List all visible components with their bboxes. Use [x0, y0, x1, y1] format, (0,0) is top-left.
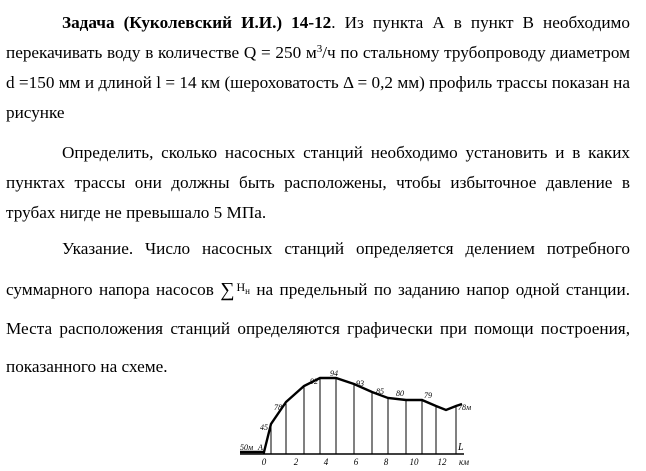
route-profile-figure	[236, 364, 486, 471]
elevation-label: 93	[356, 379, 364, 388]
distance-label: 8	[383, 457, 389, 467]
hint-text-part2: на предельный по заданию напор одной станции. Места расположения станций определяются графически при помощи построения, показанного на схеме.	[6, 280, 631, 376]
distance-axis-labels	[262, 457, 469, 467]
sum-h-label	[236, 280, 250, 294]
route-end-label: L	[458, 442, 464, 453]
problem-statement	[6, 8, 630, 128]
elevation-label: 50м	[240, 443, 254, 452]
distance-label: 0	[261, 457, 267, 467]
elevation-label: 79	[424, 391, 432, 400]
problem-text-part2: /ч по стальному трубопроводу диаметром d =150 мм и длиной l = 14 км (шероховатость Δ = 0,2 мм) профиль трассы показан на рисунке	[6, 43, 630, 122]
elevation-label: 92	[310, 377, 318, 386]
sum-h: H	[236, 280, 246, 294]
cubic-superscript: 3	[316, 43, 323, 55]
elevation-profile-line	[240, 378, 462, 452]
distance-label: 2	[293, 457, 299, 467]
distance-unit-label: км	[459, 457, 469, 467]
sum-h-subscript: н	[245, 286, 250, 296]
distance-label: 10	[409, 457, 419, 467]
distance-label: 12	[437, 457, 447, 467]
elevation-label: 45	[260, 423, 268, 432]
distance-label: 6	[353, 457, 359, 467]
elevation-label: 78м	[458, 403, 472, 412]
elevation-label: 85	[376, 387, 384, 396]
task-paragraph: Определить, сколько насосных станций необходимо установить и в каких пунктах трассы они должны быть расположены, чтобы избыточное давление в трубах нигде не превышало 5 МПа.	[6, 143, 630, 222]
problem-text-part1: . Из пункта А в пункт В необходимо перекачивать воду в количестве Q = 250 м	[6, 13, 630, 62]
elevation-label: A	[258, 443, 263, 452]
distance-label: 4	[323, 457, 329, 467]
elevation-label: 78	[274, 403, 282, 412]
sum-symbol: ∑	[220, 279, 235, 301]
problem-title: Задача (Куколевский И.И.) 14-12	[62, 13, 332, 32]
elevation-label: 80	[396, 389, 404, 398]
elevation-label: 94	[330, 369, 338, 378]
hint-text-part1: Указание. Число насосных станций определяется делением потребного суммарного напора насосов	[6, 239, 630, 299]
hint-paragraph	[6, 230, 630, 386]
